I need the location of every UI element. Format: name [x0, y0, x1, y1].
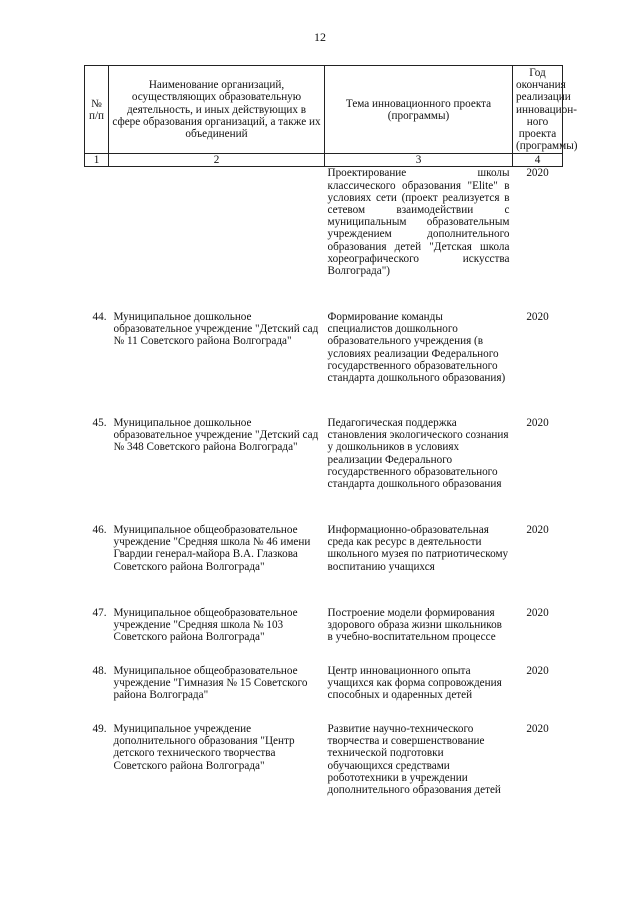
table-row	[85, 723, 563, 823]
row-topic: Проектирование школы классического образования "Elite" в условиях сети (проект реализуется в сетевом взаимодействии с муниципальным образовательным учреждением дополнительного образования детей "Детская школа хореографического искусства Волгограда")	[327, 167, 510, 278]
row-number: 44.	[92, 310, 107, 323]
row-year: 2020	[526, 310, 549, 323]
header-num: № п/п	[85, 66, 109, 154]
column-numbers-row	[85, 154, 563, 167]
column-number: 2	[109, 154, 325, 167]
table-row	[85, 167, 563, 311]
innovation-projects-table	[84, 65, 578, 823]
row-organization: Муниципальное учреждение дополнительного образования "Центр детского технического творчества Советского района Волгограда"	[113, 722, 295, 772]
table-header-row	[85, 66, 563, 154]
row-organization: Муниципальное общеобразовательное учреждение "Средняя школа № 103 Советского района Волгограда"	[113, 606, 298, 644]
table-row	[85, 665, 563, 723]
row-year: 2020	[526, 606, 549, 619]
row-organization: Муниципальное дошкольное образовательное учреждение "Детский сад № 11 Советского района Волгограда"	[113, 310, 319, 348]
column-number: 1	[85, 154, 109, 167]
column-number: 3	[325, 154, 513, 167]
row-topic: Развитие научно-технического творчества и совершенствование технической подготовки обучающихся средствами робототехники в учреждении дополнительного образования детей	[327, 722, 501, 796]
page-number: 12	[314, 30, 326, 44]
table-row	[85, 607, 563, 665]
row-topic: Информационно-образовательная среда как ресурс в деятельности школьного музея по патриотическому воспитанию учащихся	[327, 523, 509, 573]
row-year: 2020	[526, 722, 549, 735]
row-number: 47.	[92, 606, 107, 619]
row-topic: Построение модели формирования здорового образа жизни школьников в учебно-воспитательном процессе	[327, 606, 502, 644]
row-organization: Муниципальное общеобразовательное учреждение "Гимназия № 15 Советского района Волгограда"	[113, 664, 308, 702]
table-row	[85, 311, 563, 417]
row-organization: Муниципальное дошкольное образовательное учреждение "Детский сад № 348 Советского района Волгограда"	[113, 416, 319, 454]
row-number: 46.	[92, 523, 107, 536]
header-topic: Тема инновационного проекта (программы)	[325, 66, 513, 154]
table-row	[85, 524, 563, 607]
header-year: Год окончания реализации инновацион-ного проекта (программы)	[513, 66, 563, 154]
header-organization: Наименование организаций, осуществляющих образовательную деятельность, и иных действующих в сфере образования организаций, а также их объединений	[109, 66, 325, 154]
row-number: 45.	[92, 416, 107, 429]
row-topic: Педагогическая поддержка становления экологического сознания у дошкольников в условиях реализации Федерального государственного образовательного стандарта дошкольного образования	[327, 416, 509, 490]
row-year: 2020	[526, 416, 549, 429]
row-organization	[109, 167, 325, 311]
row-number	[85, 167, 109, 311]
row-year: 2020	[526, 167, 549, 180]
row-organization: Муниципальное общеобразовательное учреждение "Средняя школа № 46 имени Гвардии генерал-майора В.А. Глазкова Советского района Волгограда"	[113, 523, 311, 573]
row-year: 2020	[526, 523, 549, 536]
row-year: 2020	[526, 664, 549, 677]
row-topic: Центр инновационного опыта учащихся как форма сопровождения способных и одаренных детей	[327, 664, 502, 702]
column-number: 4	[513, 154, 563, 167]
row-topic: Формирование команды специалистов дошкольного образовательного учреждения (в условиях реализации Федерального государственного образовательного стандарта дошкольного образования)	[327, 310, 506, 384]
table-row	[85, 417, 563, 524]
row-number: 49.	[92, 722, 107, 735]
row-number: 48.	[92, 664, 107, 677]
